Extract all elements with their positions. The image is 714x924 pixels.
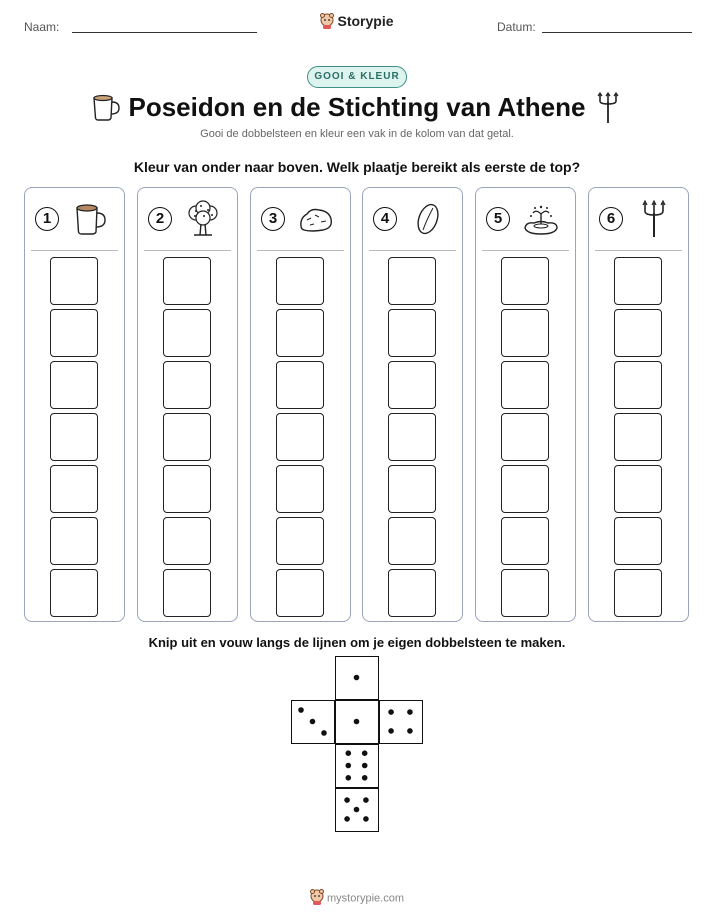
color-cell[interactable] bbox=[614, 413, 662, 461]
color-cell[interactable] bbox=[501, 309, 549, 357]
die-pips bbox=[292, 701, 333, 742]
die-pip bbox=[354, 807, 360, 813]
brand-logo bbox=[0, 13, 714, 32]
die-pip bbox=[354, 675, 360, 681]
color-cell[interactable] bbox=[50, 309, 98, 357]
color-cell[interactable] bbox=[163, 361, 211, 409]
column-divider bbox=[144, 250, 231, 251]
die-face bbox=[335, 656, 379, 700]
die-pip bbox=[388, 709, 394, 715]
color-cell[interactable] bbox=[614, 257, 662, 305]
column-divider bbox=[369, 250, 456, 251]
color-cell[interactable] bbox=[276, 517, 324, 565]
die-pip bbox=[407, 709, 413, 715]
column-1 bbox=[24, 187, 125, 622]
color-cell[interactable] bbox=[388, 465, 436, 513]
color-cell[interactable] bbox=[276, 309, 324, 357]
subtitle: Gooi de dobbelsteen en kleur een vak in de kolom van dat getal. bbox=[200, 128, 514, 140]
color-cell[interactable] bbox=[276, 413, 324, 461]
column-2 bbox=[137, 187, 238, 622]
spring-icon bbox=[522, 200, 560, 238]
die-pip bbox=[344, 797, 350, 803]
column-number: 5 bbox=[486, 207, 510, 231]
die-pips bbox=[336, 789, 377, 830]
color-cell[interactable] bbox=[276, 465, 324, 513]
color-cell[interactable] bbox=[614, 569, 662, 617]
color-cell[interactable] bbox=[614, 309, 662, 357]
footer bbox=[0, 889, 714, 908]
color-cell[interactable] bbox=[163, 413, 211, 461]
color-cell[interactable] bbox=[501, 257, 549, 305]
cut-instruction: Knip uit en vouw langs de lijnen om je eigen dobbelsteen te maken. bbox=[148, 635, 566, 650]
instruction: Kleur van onder naar boven. Welk plaatje bereikt als eerste de top? bbox=[133, 159, 581, 175]
color-cell[interactable] bbox=[50, 465, 98, 513]
color-cell[interactable] bbox=[388, 257, 436, 305]
column-number: 3 bbox=[261, 207, 285, 231]
column-number: 6 bbox=[599, 207, 623, 231]
die-pip bbox=[407, 728, 413, 734]
color-cell[interactable] bbox=[501, 517, 549, 565]
mascot-icon bbox=[320, 13, 334, 32]
die-face bbox=[291, 700, 335, 744]
color-cell[interactable] bbox=[50, 361, 98, 409]
die-pip bbox=[354, 719, 360, 725]
die-face bbox=[335, 744, 379, 788]
color-cell[interactable] bbox=[276, 361, 324, 409]
column-number: 1 bbox=[35, 207, 59, 231]
die-pip bbox=[346, 775, 352, 781]
color-cell[interactable] bbox=[501, 413, 549, 461]
die-face bbox=[335, 788, 379, 832]
color-cell[interactable] bbox=[388, 361, 436, 409]
color-cell[interactable] bbox=[163, 569, 211, 617]
die-pip bbox=[346, 750, 352, 756]
die-pip bbox=[363, 816, 369, 822]
die-pip bbox=[344, 816, 350, 822]
mascot-icon bbox=[310, 889, 324, 908]
die-pip bbox=[310, 719, 316, 725]
die-pip bbox=[321, 730, 327, 736]
color-cell[interactable] bbox=[614, 517, 662, 565]
die-pip bbox=[298, 707, 304, 713]
die-pip bbox=[362, 750, 368, 756]
column-6 bbox=[588, 187, 689, 622]
color-cell[interactable] bbox=[614, 465, 662, 513]
column-4 bbox=[362, 187, 463, 622]
color-cell[interactable] bbox=[276, 569, 324, 617]
column-number: 2 bbox=[148, 207, 172, 231]
column-5 bbox=[475, 187, 576, 622]
page-title: Poseidon en de Stichting van Athene bbox=[128, 92, 586, 122]
color-cell[interactable] bbox=[50, 413, 98, 461]
rock-icon bbox=[297, 200, 335, 238]
mug-icon bbox=[71, 200, 109, 238]
color-cell[interactable] bbox=[388, 413, 436, 461]
trident-icon bbox=[596, 92, 620, 129]
column-number: 4 bbox=[373, 207, 397, 231]
color-cell[interactable] bbox=[163, 309, 211, 357]
die-pip bbox=[362, 775, 368, 781]
date-label: Datum: bbox=[497, 20, 536, 34]
column-3 bbox=[250, 187, 351, 622]
die-face bbox=[335, 700, 379, 744]
olive-icon bbox=[409, 200, 447, 238]
die-pip bbox=[363, 797, 369, 803]
name-line[interactable] bbox=[72, 32, 257, 33]
name-label: Naam: bbox=[24, 20, 60, 34]
color-cell[interactable] bbox=[163, 465, 211, 513]
die-pip bbox=[362, 763, 368, 769]
color-cell[interactable] bbox=[50, 569, 98, 617]
die-pips bbox=[336, 657, 377, 698]
die-pip bbox=[388, 728, 394, 734]
footer-url: mystorypie.com bbox=[326, 892, 405, 905]
column-divider bbox=[257, 250, 344, 251]
die-pips bbox=[336, 701, 377, 742]
brand-name: Storypie bbox=[337, 13, 394, 30]
color-cell[interactable] bbox=[501, 361, 549, 409]
die-pip bbox=[346, 763, 352, 769]
column-divider bbox=[31, 250, 118, 251]
column-divider bbox=[482, 250, 569, 251]
color-cell[interactable] bbox=[50, 517, 98, 565]
die-pips bbox=[380, 701, 421, 742]
activity-badge: GOOI & KLEUR bbox=[307, 66, 407, 88]
color-cell[interactable] bbox=[501, 465, 549, 513]
date-line[interactable] bbox=[542, 32, 692, 33]
color-cell[interactable] bbox=[388, 517, 436, 565]
trident-icon bbox=[635, 200, 673, 238]
die-face bbox=[379, 700, 423, 744]
color-cell[interactable] bbox=[388, 569, 436, 617]
color-cell[interactable] bbox=[163, 257, 211, 305]
color-cell[interactable] bbox=[50, 257, 98, 305]
color-cell[interactable] bbox=[276, 257, 324, 305]
column-divider bbox=[595, 250, 682, 251]
color-cell[interactable] bbox=[388, 309, 436, 357]
die-pips bbox=[336, 745, 377, 786]
color-cell[interactable] bbox=[163, 517, 211, 565]
color-cell[interactable] bbox=[614, 361, 662, 409]
color-cell[interactable] bbox=[501, 569, 549, 617]
olive-tree-icon bbox=[184, 200, 222, 238]
